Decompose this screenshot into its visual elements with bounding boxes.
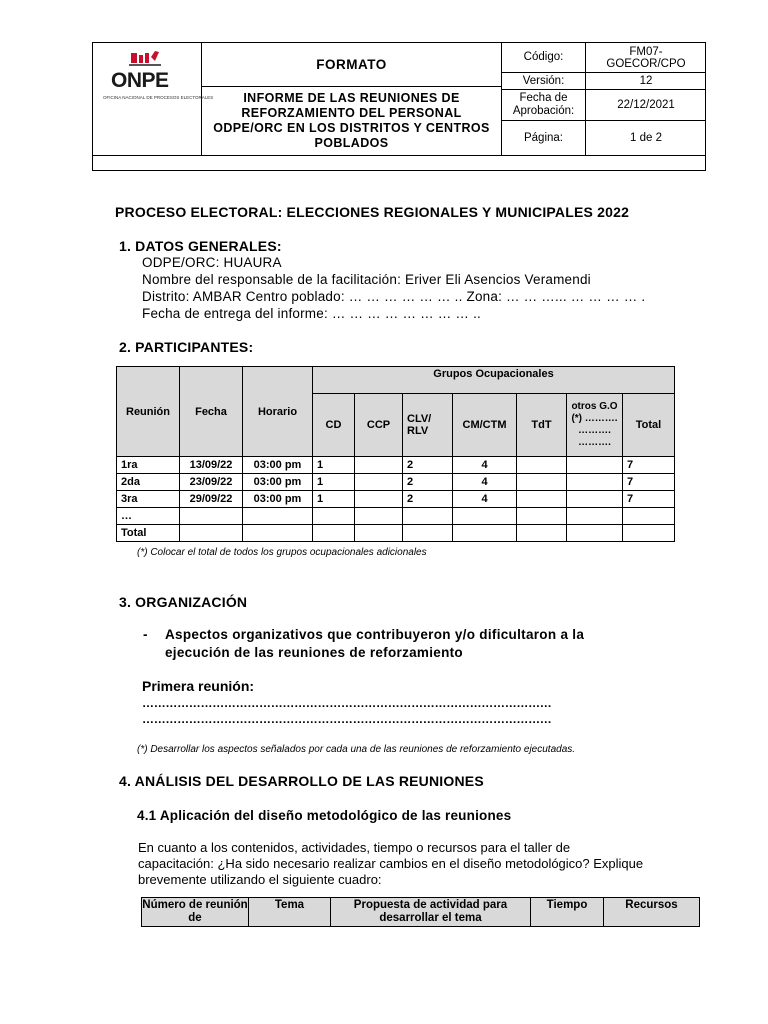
meta-pagina (502, 121, 706, 155)
cell-clv: 2 (403, 474, 453, 491)
cell-total: 7 (623, 491, 675, 508)
col-propuesta: Propuesta de actividad para desarrollar el tema (331, 898, 531, 927)
col-cm-ctm: CM/CTM (453, 394, 517, 457)
table-row-total (117, 525, 675, 542)
cell-fecha: 23/09/22 (180, 474, 243, 491)
cell-reunion: … (117, 508, 180, 525)
analisis-paragraph-line-1: En cuanto a los contenidos, actividades, tiempo o recursos para el taller de (138, 840, 571, 855)
cell-tdt (517, 525, 567, 542)
col-otros: otros G.O (*) ………. ………. ………. (567, 394, 623, 457)
cell-cd: 1 (313, 457, 355, 474)
responsable-line: Nombre del responsable de la facilitación: Eriver Eli Asencios Veramendi (142, 272, 591, 287)
datos-generales-heading: 1. DATOS GENERALES: (119, 238, 282, 254)
cell-reunion: 1ra (117, 457, 180, 474)
cell-otros (567, 491, 623, 508)
cell-fecha: 13/09/22 (180, 457, 243, 474)
table-row (117, 457, 675, 474)
col-recursos: Recursos (604, 898, 700, 927)
organizacion-note: (*) Desarrollar los aspectos señalados por cada una de las reuniones de reforzamiento ejecutadas. (137, 744, 576, 755)
cell-fecha (180, 525, 243, 542)
cell-tdt (517, 474, 567, 491)
participantes-table (116, 366, 675, 542)
cell-ccp (355, 525, 403, 542)
fecha-entrega-line: Fecha de entrega del informe: … … … … … … … … .. (142, 306, 481, 321)
document-header (92, 42, 706, 171)
formato-title: FORMATO (202, 43, 501, 87)
organizacion-heading: 3. ORGANIZACIÓN (119, 594, 248, 610)
table-row (117, 474, 675, 491)
cell-ccp (355, 457, 403, 474)
cell-clv: 2 (403, 491, 453, 508)
document-meta (502, 43, 706, 155)
cell-total: 7 (623, 474, 675, 491)
cell-horario (243, 525, 313, 542)
analisis-paragraph-line-3: brevemente utilizando el siguiente cuadro: (138, 872, 382, 887)
title-cell (202, 43, 502, 155)
cell-cm: 4 (453, 457, 517, 474)
col-fecha: Fecha (180, 367, 243, 457)
cell-reunion: 2da (117, 474, 180, 491)
logo-cell (93, 43, 214, 155)
cell-tdt (517, 508, 567, 525)
cell-clv (403, 508, 453, 525)
col-tema: Tema (249, 898, 331, 927)
cell-cd (313, 508, 355, 525)
analisis-paragraph-line-2: capacitación: ¿Ha sido necesario realizar cambios en el diseño metodológico? Explique (138, 856, 644, 871)
version-label: Versión: (502, 73, 586, 89)
analisis-heading: 4. ANÁLISIS DEL DESARROLLO DE LAS REUNIONES (119, 773, 484, 789)
cell-horario: 03:00 pm (243, 491, 313, 508)
col-tdt: TdT (517, 394, 567, 457)
table-row (117, 508, 675, 525)
cell-reunion: 3ra (117, 491, 180, 508)
col-grupos-ocupacionales: Grupos Ocupacionales (313, 367, 675, 394)
cell-total (623, 508, 675, 525)
meta-codigo (502, 43, 706, 73)
cell-otros (567, 525, 623, 542)
cell-cd: 1 (313, 474, 355, 491)
diseno-metodologico-table (141, 897, 700, 927)
col-tiempo: Tiempo (531, 898, 604, 927)
fecha-label: Fecha de Aprobación: (502, 90, 586, 120)
cell-otros (567, 474, 623, 491)
meta-fecha (502, 90, 706, 121)
codigo-value: FM07-GOECOR/CPO (606, 45, 686, 70)
version-value: 12 (639, 75, 653, 87)
cell-tdt (517, 491, 567, 508)
cell-otros (567, 508, 623, 525)
col-total: Total (623, 394, 675, 457)
cell-ccp (355, 508, 403, 525)
primera-reunion-dots-1: …………………………………………………………………………………………… (142, 696, 552, 710)
cell-clv: 2 (403, 457, 453, 474)
cell-horario: 03:00 pm (243, 457, 313, 474)
cell-ccp (355, 474, 403, 491)
cell-otros (567, 457, 623, 474)
cell-fecha (180, 508, 243, 525)
informe-title: INFORME DE LAS REUNIONES DE REFORZAMIENTO DEL PERSONAL ODPE/ORC EN LOS DISTRITOS Y CENTROS POBLADOS (213, 91, 490, 150)
aspectos-line-2: ejecución de las reuniones de reforzamiento (165, 645, 463, 660)
cell-ccp (355, 491, 403, 508)
primera-reunion-label: Primera reunión: (142, 678, 255, 694)
col-reunion: Reunión (117, 367, 180, 457)
odpe-line: ODPE/ORC: HUAURA (142, 255, 282, 270)
cell-total: 7 (623, 457, 675, 474)
cell-reunion: Total (117, 525, 180, 542)
col-ccp: CCP (355, 394, 403, 457)
logo-subtext: OFICINA NACIONAL DE PROCESOS ELECTORALES (103, 95, 214, 100)
primera-reunion-dots-2: …………………………………………………………………………………………… (142, 712, 552, 726)
participantes-heading: 2. PARTICIPANTES: (119, 339, 254, 355)
cell-horario: 03:00 pm (243, 474, 313, 491)
cell-cm: 4 (453, 474, 517, 491)
cell-cd: 1 (313, 491, 355, 508)
cell-cm: 4 (453, 491, 517, 508)
onpe-logo (101, 49, 214, 145)
codigo-label: Código: (502, 43, 586, 72)
cell-tdt (517, 457, 567, 474)
pagina-value: 1 de 2 (630, 132, 662, 144)
cell-cd (313, 525, 355, 542)
col-numero-reunion: Número de reunión de (142, 898, 249, 927)
fecha-value: 22/12/2021 (617, 99, 675, 111)
cell-total (623, 525, 675, 542)
aspectos-line-1: Aspectos organizativos que contribuyeron y/o dificultaron a la (165, 627, 585, 642)
cell-cm (453, 525, 517, 542)
analisis-subheading: 4.1 Aplicación del diseño metodológico de las reuniones (137, 808, 512, 823)
distrito-line: Distrito: AMBAR Centro poblado: … … … … … … .. Zona: … … …... … … … … . (142, 289, 646, 304)
cell-horario (243, 508, 313, 525)
header-bottom-strip (93, 155, 705, 171)
logo-wordmark: ONPE (111, 69, 169, 92)
cell-cm (453, 508, 517, 525)
participantes-note: (*) Colocar el total de todos los grupos ocupacionales adicionales (137, 547, 427, 558)
aspectos-bullet: - (143, 627, 148, 642)
pagina-label: Página: (502, 121, 586, 155)
cell-fecha: 29/09/22 (180, 491, 243, 508)
meta-version (502, 73, 706, 90)
table-row (117, 491, 675, 508)
col-cd: CD (313, 394, 355, 457)
col-clv-rlv: CLV/ RLV (403, 394, 453, 457)
proceso-electoral-title: PROCESO ELECTORAL: ELECCIONES REGIONALES Y MUNICIPALES 2022 (115, 204, 630, 220)
col-horario: Horario (243, 367, 313, 457)
cell-clv (403, 525, 453, 542)
